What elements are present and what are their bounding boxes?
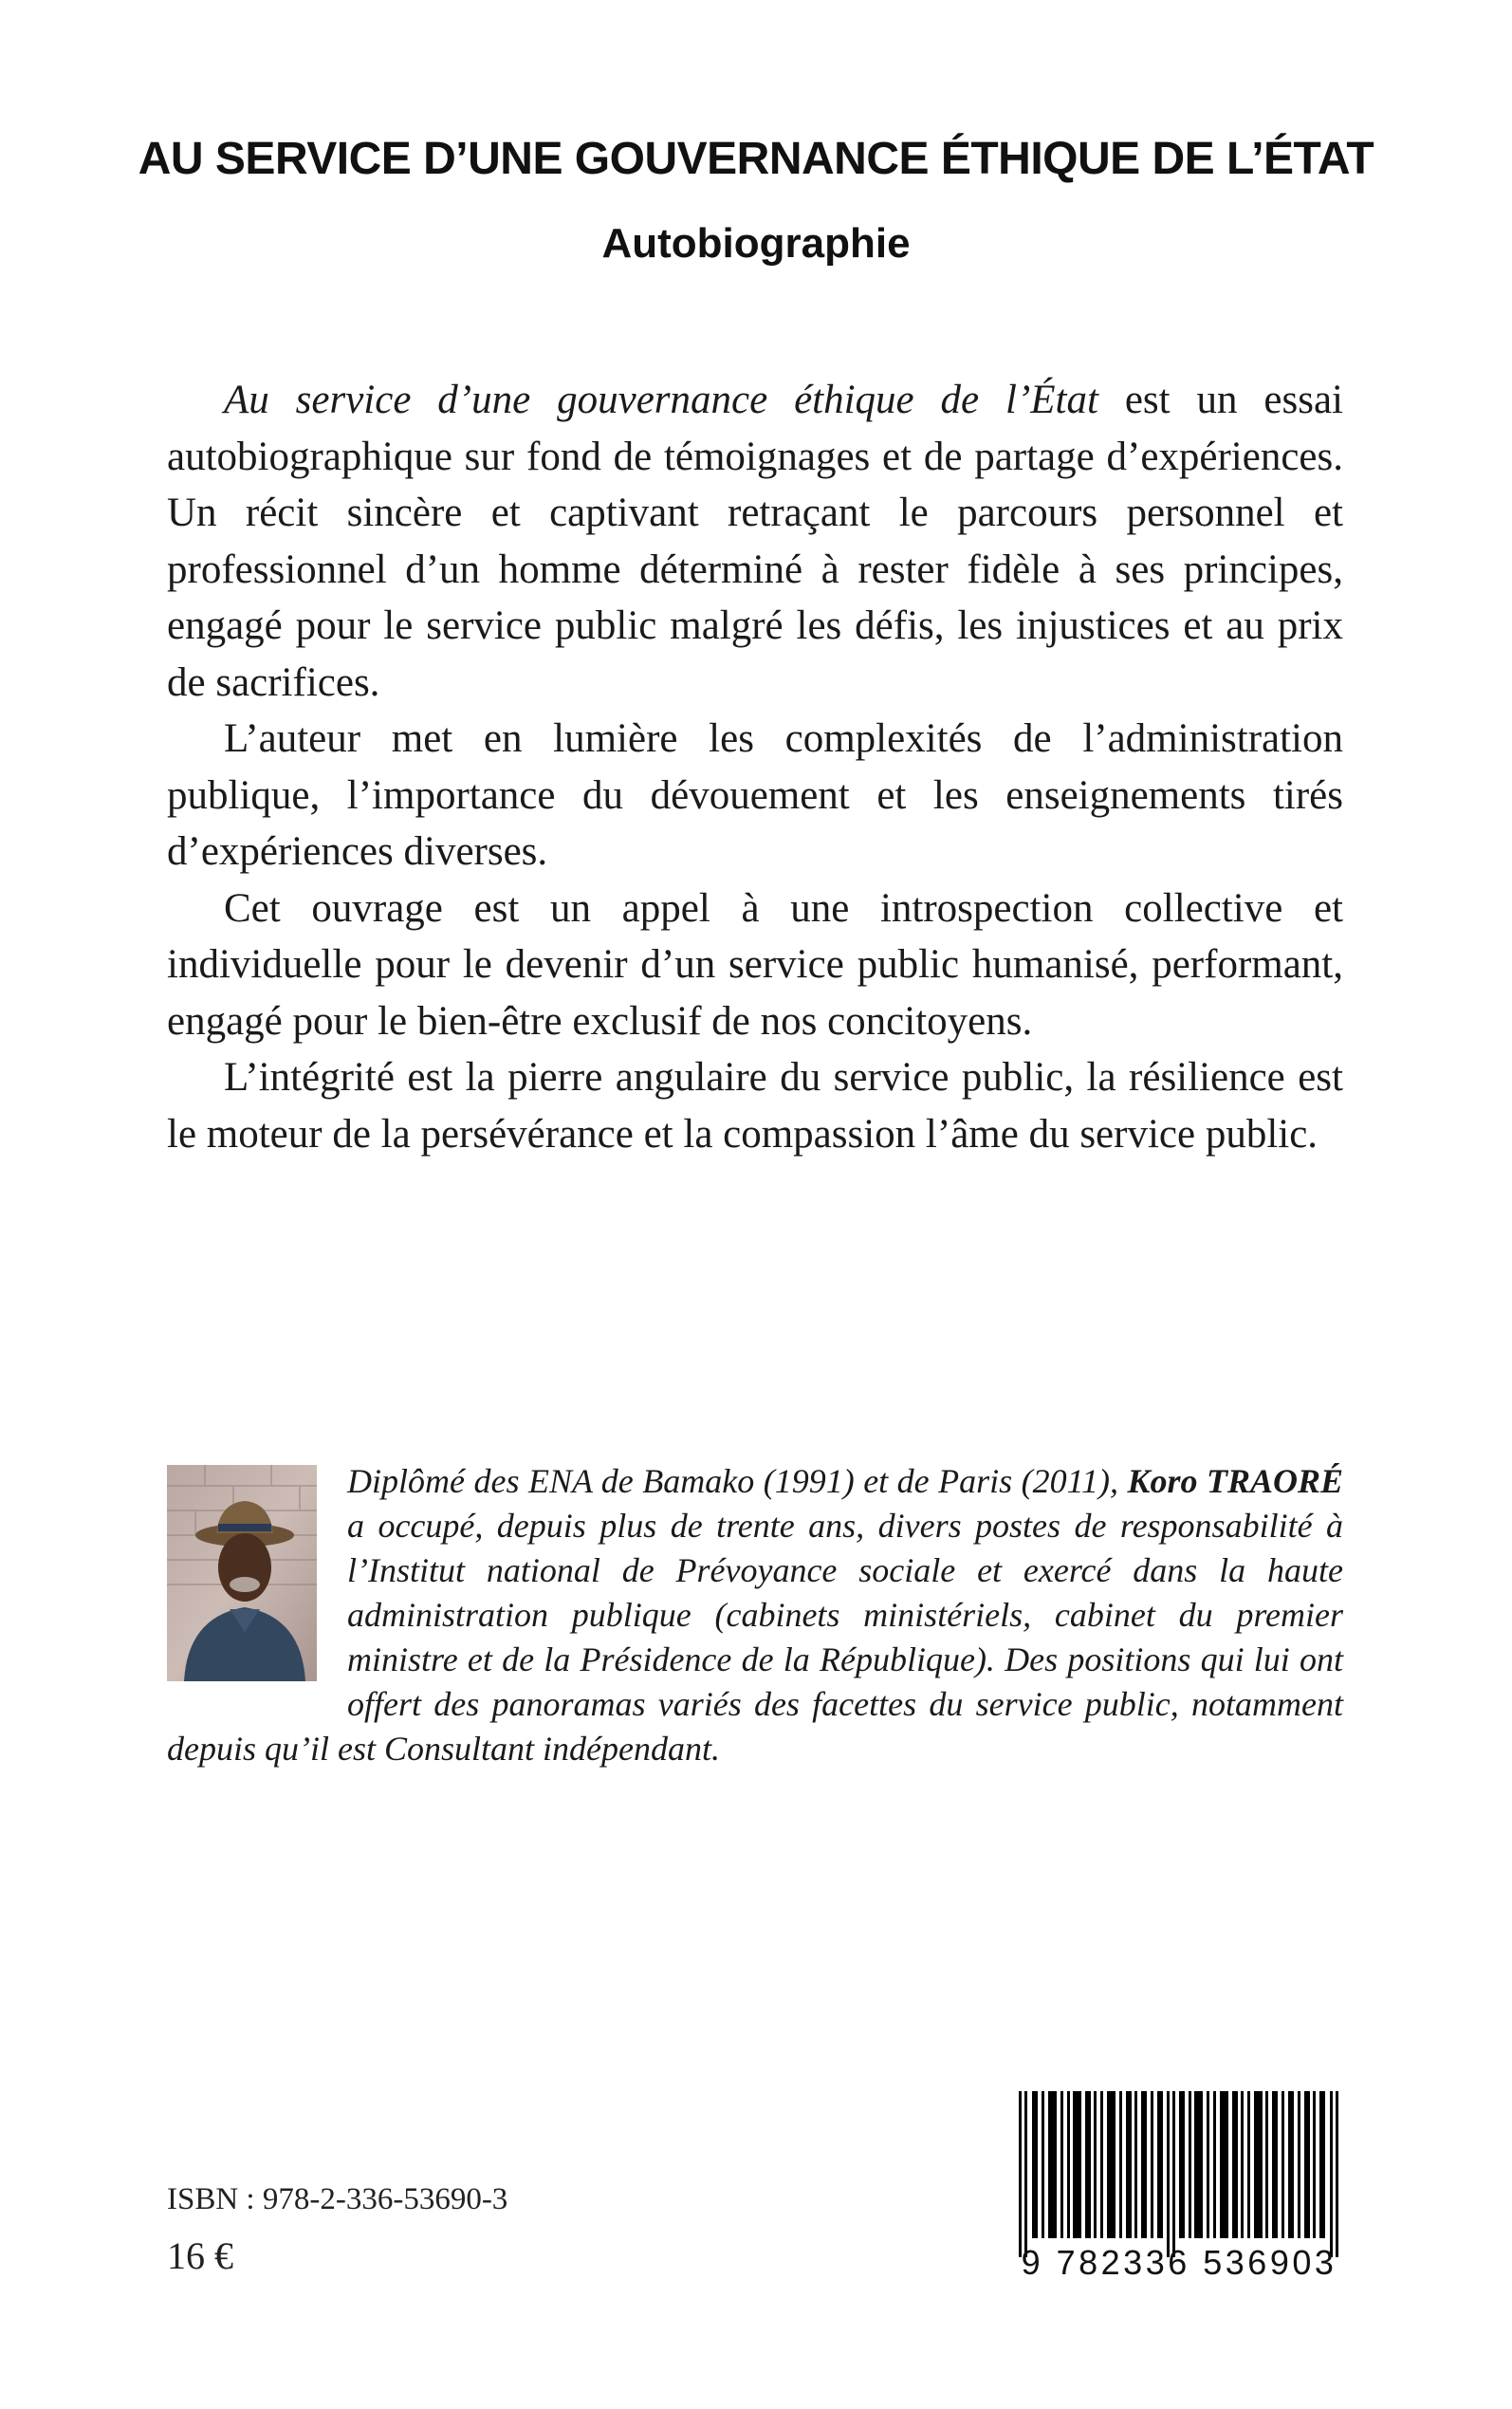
price-label: 16 € [167, 2234, 233, 2277]
author-bio-details: a occupé, depuis plus de trente ans, divers postes de responsabilité à l’Institut national de Prévoyance sociale et exercé dans la haute administration publique (cabinets ministériels, cabinet du premier ministre et de la Présidence de la République). Des positions qui lui ont offert des panoramas variés des facettes du service public, notamment depuis qu’il est Consultant indépendant. [167, 1507, 1343, 1768]
author-section [167, 1459, 1343, 1771]
summary-paragraph-1-text: est un essai autobiographique sur fond de témoignages et de partage d’expériences. Un récit sincère et captivant retraçant le parcours personnel et professionnel d’un homme déterminé à rester fidèle à ses principes, engagé pour le service public malgré les défis, les injustices et au prix de sacrifices. [167, 378, 1343, 705]
isbn-label: ISBN : 978-2-336-53690-3 [167, 2182, 508, 2216]
back-cover-summary [167, 372, 1343, 1162]
summary-paragraph-3: Cet ouvrage est un appel à une introspection collective et individuelle pour le devenir d’un service public humanisé, performant, engagé pour le bien-être exclusif de nos concitoyens. [167, 885, 1343, 1044]
book-subtitle: Autobiographie [601, 220, 911, 267]
barcode-digits: 9 782336 536903 [1021, 2243, 1337, 2282]
summary-paragraph-2: L’auteur met en lumière les complexités de l’administration publique, l’importance du dévouement et les enseignements tirés d’expériences diverses. [167, 716, 1343, 874]
book-title: AU SERVICE D’UNE GOUVERNANCE ÉTHIQUE DE L’ÉTAT [138, 134, 1374, 184]
author-name: Koro TRAORÉ [1127, 1462, 1343, 1500]
author-photo [167, 1465, 317, 1681]
summary-title-reference: Au service d’une gouvernance éthique de l’État [224, 378, 1098, 422]
author-bio-intro: Diplômé des ENA de Bamako (1991) et de Paris (2011), [347, 1462, 1128, 1500]
author-bio [167, 1462, 1343, 1768]
summary-paragraph-1 [167, 372, 1343, 711]
summary-paragraph-4: L’intégrité est la pierre angulaire du service public, la résilience est le moteur de la persévérance et la compassion l’âme du service public. [167, 1055, 1343, 1157]
